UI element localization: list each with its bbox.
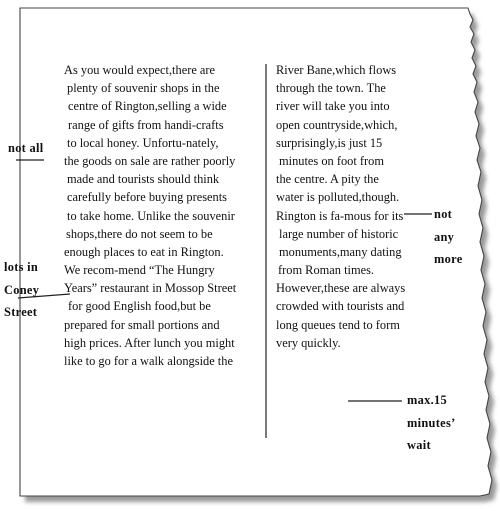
text-line: crowded with tourists and — [276, 299, 405, 314]
text-line: long queues tend to form — [276, 317, 400, 332]
text-line: carefully before buying presents — [67, 190, 227, 205]
text-line: made and tourists should think — [67, 172, 220, 187]
text-line: Rington is fa-mous for its — [276, 208, 404, 223]
text-line: prepared for small portions and — [64, 317, 220, 332]
text-line: Years” restaurant in Mossop Street — [64, 281, 237, 296]
right-text-column — [276, 61, 405, 352]
text-line: surprisingly,is just 15 — [276, 135, 383, 150]
text-line: through the town. The — [276, 81, 386, 96]
text-line: to local honey. Unfortu-nately, — [67, 135, 219, 150]
text-line: plenty of souvenir shops in the — [67, 81, 220, 96]
note-not-any-more — [434, 203, 463, 271]
left-text-column — [64, 61, 236, 370]
text-line: monuments,many dating — [279, 244, 402, 259]
note-line: wait — [407, 438, 431, 452]
text-line: minutes on foot from — [279, 153, 384, 168]
text-line: large number of historic — [279, 226, 399, 241]
text-line: open countryside,which, — [276, 117, 398, 132]
note-lots-in-coney-street — [4, 256, 39, 324]
text-line: centre of Rington,selling a wide — [68, 99, 227, 114]
text-line: like to go for a walk alongside the — [64, 354, 233, 368]
note-line: lots in — [4, 260, 39, 274]
text-line: shops,there do not seem to be — [66, 226, 213, 241]
note-line: not all — [8, 141, 44, 155]
note-line: Street — [4, 305, 38, 319]
text-line: River Bane,which flows — [276, 63, 397, 77]
text-line: the centre. A pity the — [276, 172, 379, 187]
note-line: minutes’ — [407, 415, 456, 430]
text-line: enough places to eat in Rington. — [64, 244, 224, 259]
note-line: not — [434, 207, 453, 221]
text-line: We recom-mend “The Hungry — [64, 263, 215, 278]
text-line: from Roman times. — [278, 263, 375, 278]
text-line: to take home. Unlike the souvenir — [67, 208, 235, 223]
note-line: more — [434, 252, 463, 266]
text-line: As you would expect,there are — [64, 63, 216, 77]
text-line: the goods on sale are rather poorly — [64, 153, 236, 168]
note-max-15-minutes-wait — [407, 389, 456, 457]
text-line: river will take you into — [276, 99, 390, 114]
text-line: for good English food,but be — [68, 299, 211, 314]
note-not-all — [8, 137, 44, 160]
text-line: water is polluted,though. — [276, 190, 400, 205]
text-line: However,these are always — [276, 281, 406, 296]
note-line: max.15 — [407, 393, 448, 407]
text-line: high prices. After lunch you might — [64, 335, 235, 350]
note-line: any — [434, 229, 455, 244]
text-line: very quickly. — [276, 335, 341, 350]
text-line: range of gifts from handi-crafts — [68, 117, 224, 132]
note-line: Coney — [4, 282, 40, 297]
